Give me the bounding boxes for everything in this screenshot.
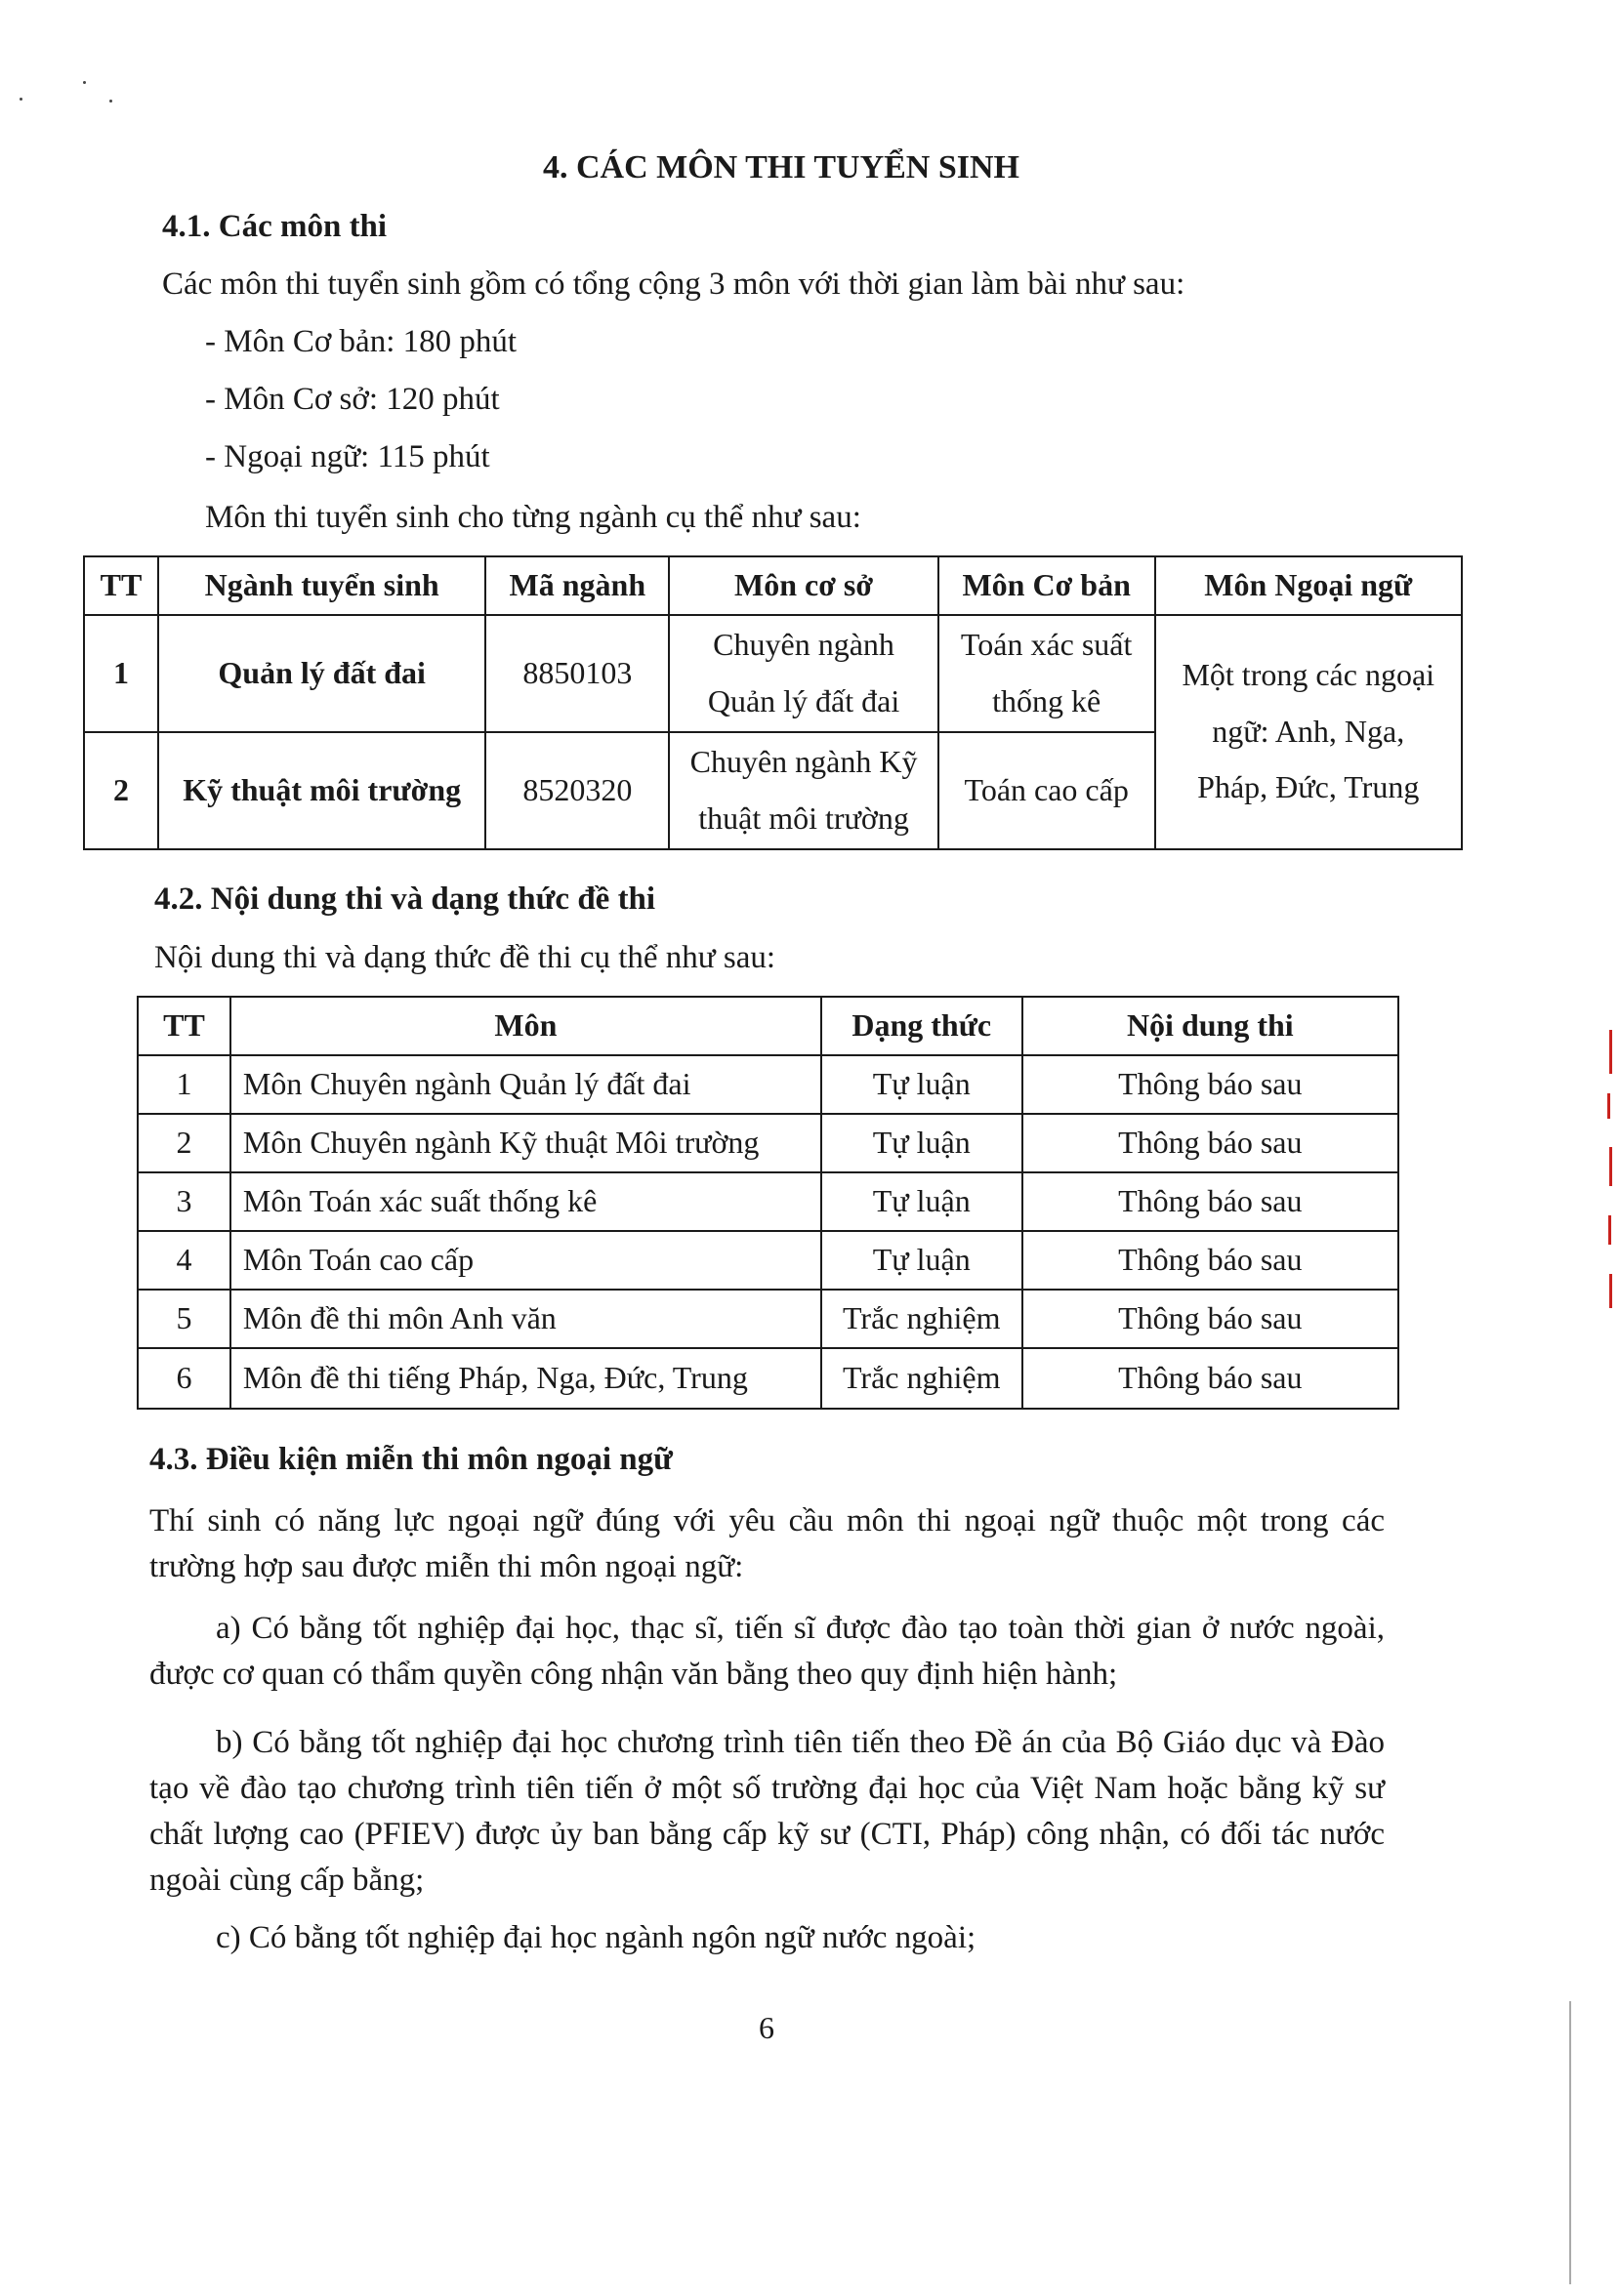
core-subject-line: Toán xác suất: [960, 627, 1133, 662]
page-number: 6: [759, 2010, 774, 2045]
core-subject: Toán cao cấp: [938, 732, 1155, 849]
list-item: - Ngoại ngữ: 115 phút: [205, 439, 490, 474]
exam-content: Thông báo sau: [1022, 1348, 1398, 1409]
base-subject-line: thuật môi trường: [698, 800, 909, 836]
table-row: [138, 1172, 1398, 1231]
section-4-1-intro: Các môn thi tuyển sinh gồm có tổng cộng 3 môn với thời gian làm bài như sau:: [162, 266, 1185, 302]
page-title: 4. CÁC MÔN THI TUYỂN SINH: [542, 149, 1020, 185]
header-cell: Nội dung thi: [1022, 997, 1398, 1055]
row-number: 3: [138, 1172, 230, 1231]
foreign-language-line: ngữ: Anh, Nga,: [1212, 713, 1405, 749]
table-row: [138, 1114, 1398, 1172]
table-header-row: [84, 556, 1462, 615]
scan-edge-line: [1569, 2001, 1571, 2284]
row-number: 2: [84, 732, 158, 849]
table-intro: Môn thi tuyển sinh cho từng ngành cụ thể như sau:: [205, 500, 861, 535]
base-subject-line: Chuyên ngành: [713, 627, 894, 662]
admission-subjects-table: [83, 555, 1463, 850]
subject-name: Môn Chuyên ngành Quản lý đất đai: [230, 1055, 821, 1114]
header-cell: Môn: [230, 997, 821, 1055]
section-4-3-intro: Thí sinh có năng lực ngoại ngữ đúng với yêu cầu môn thi ngoại ngữ thuộc một trong các trường hợp sau được miễn thi môn ngoại ngữ:: [149, 1503, 1385, 1584]
table-header-row: [138, 997, 1398, 1055]
core-subject: [938, 615, 1155, 732]
major-name: Kỹ thuật môi trường: [158, 732, 485, 849]
exam-format: Trắc nghiệm: [821, 1290, 1022, 1348]
row-number: 4: [138, 1231, 230, 1290]
foreign-language-line: Một trong các ngoại: [1182, 657, 1435, 693]
base-subject: [669, 732, 938, 849]
scan-mark: [1609, 1147, 1612, 1186]
header-cell: Môn Ngoại ngữ: [1155, 556, 1463, 615]
header-cell: Dạng thức: [821, 997, 1022, 1055]
scan-mark: [1609, 1030, 1612, 1074]
major-code: 8850103: [485, 615, 669, 732]
major-code: 8520320: [485, 732, 669, 849]
header-cell: Môn cơ sở: [669, 556, 938, 615]
scan-mark: [1607, 1093, 1610, 1119]
header-cell: Môn Cơ bản: [938, 556, 1155, 615]
scan-mark: [1608, 1215, 1611, 1245]
condition-b: b) Có bằng tốt nghiệp đại học chương trình tiên tiến theo Đề án của Bộ Giáo dục và Đào tạo về đào tạo chương trình tiên tiến ở một số trường đại học của Việt Nam hoặc bằng kỹ sư chất lượng cao (PFIEV) được ủy ban bằng cấp kỹ sư (CTI, Pháp) công nhận, có đối tác nước ngoài cùng cấp bằng;: [149, 1725, 1385, 1898]
section-4-3-heading: 4.3. Điều kiện miễn thi môn ngoại ngữ: [149, 1442, 673, 1477]
header-cell: Ngành tuyển sinh: [158, 556, 485, 615]
section-4-2-heading: 4.2. Nội dung thi và dạng thức đề thi: [154, 882, 656, 917]
table-row: [138, 1290, 1398, 1348]
table-row: [138, 1348, 1398, 1409]
subject-name: Môn Chuyên ngành Kỹ thuật Môi trường: [230, 1114, 821, 1172]
exam-content: Thông báo sau: [1022, 1055, 1398, 1114]
table-row: [84, 615, 1462, 732]
header-cell: Mã ngành: [485, 556, 669, 615]
base-subject-line: Chuyên ngành Kỹ: [689, 744, 918, 779]
condition-a: a) Có bằng tốt nghiệp đại học, thạc sĩ, tiến sĩ được đào tạo toàn thời gian ở nước ngoài, được cơ quan có thẩm quyền công nhận văn bằng theo quy định hiện hành;: [149, 1611, 1385, 1692]
exam-format: Tự luận: [821, 1114, 1022, 1172]
row-number: 2: [138, 1114, 230, 1172]
section-4-1-heading: 4.1. Các môn thi: [162, 209, 388, 244]
condition-c: c) Có bằng tốt nghiệp đại học ngành ngôn ngữ nước ngoài;: [216, 1920, 976, 1955]
major-name: Quản lý đất đai: [158, 615, 485, 732]
exam-format: Tự luận: [821, 1172, 1022, 1231]
exam-content: Thông báo sau: [1022, 1290, 1398, 1348]
exam-format: Tự luận: [821, 1055, 1022, 1114]
scan-speck: [83, 81, 86, 84]
exam-content: Thông báo sau: [1022, 1172, 1398, 1231]
subject-name: Môn đề thi môn Anh văn: [230, 1290, 821, 1348]
subject-name: Môn đề thi tiếng Pháp, Nga, Đức, Trung: [230, 1348, 821, 1409]
base-subject: [669, 615, 938, 732]
exam-content: Thông báo sau: [1022, 1231, 1398, 1290]
subject-name: Môn Toán xác suất thống kê: [230, 1172, 821, 1231]
row-number: 1: [84, 615, 158, 732]
list-item: - Môn Cơ sở: 120 phút: [205, 382, 500, 417]
foreign-language-line: Pháp, Đức, Trung: [1197, 769, 1420, 805]
scan-speck: [20, 98, 22, 101]
subject-name: Môn Toán cao cấp: [230, 1231, 821, 1290]
foreign-language-cell: [1155, 615, 1463, 849]
section-4-2-intro: Nội dung thi và dạng thức đề thi cụ thể như sau:: [154, 940, 776, 975]
row-number: 5: [138, 1290, 230, 1348]
exam-content: Thông báo sau: [1022, 1114, 1398, 1172]
header-cell: TT: [84, 556, 158, 615]
header-cell: TT: [138, 997, 230, 1055]
scan-mark: [1609, 1274, 1612, 1308]
list-item: - Môn Cơ bản: 180 phút: [205, 324, 518, 359]
exam-format: Tự luận: [821, 1231, 1022, 1290]
exam-content-table: [137, 996, 1399, 1410]
scan-speck: [109, 100, 112, 102]
row-number: 1: [138, 1055, 230, 1114]
row-number: 6: [138, 1348, 230, 1409]
table-row: [138, 1055, 1398, 1114]
base-subject-line: Quản lý đất đai: [707, 682, 900, 718]
table-row: [138, 1231, 1398, 1290]
exam-format: Trắc nghiệm: [821, 1348, 1022, 1409]
core-subject-line: thống kê: [992, 682, 1101, 718]
